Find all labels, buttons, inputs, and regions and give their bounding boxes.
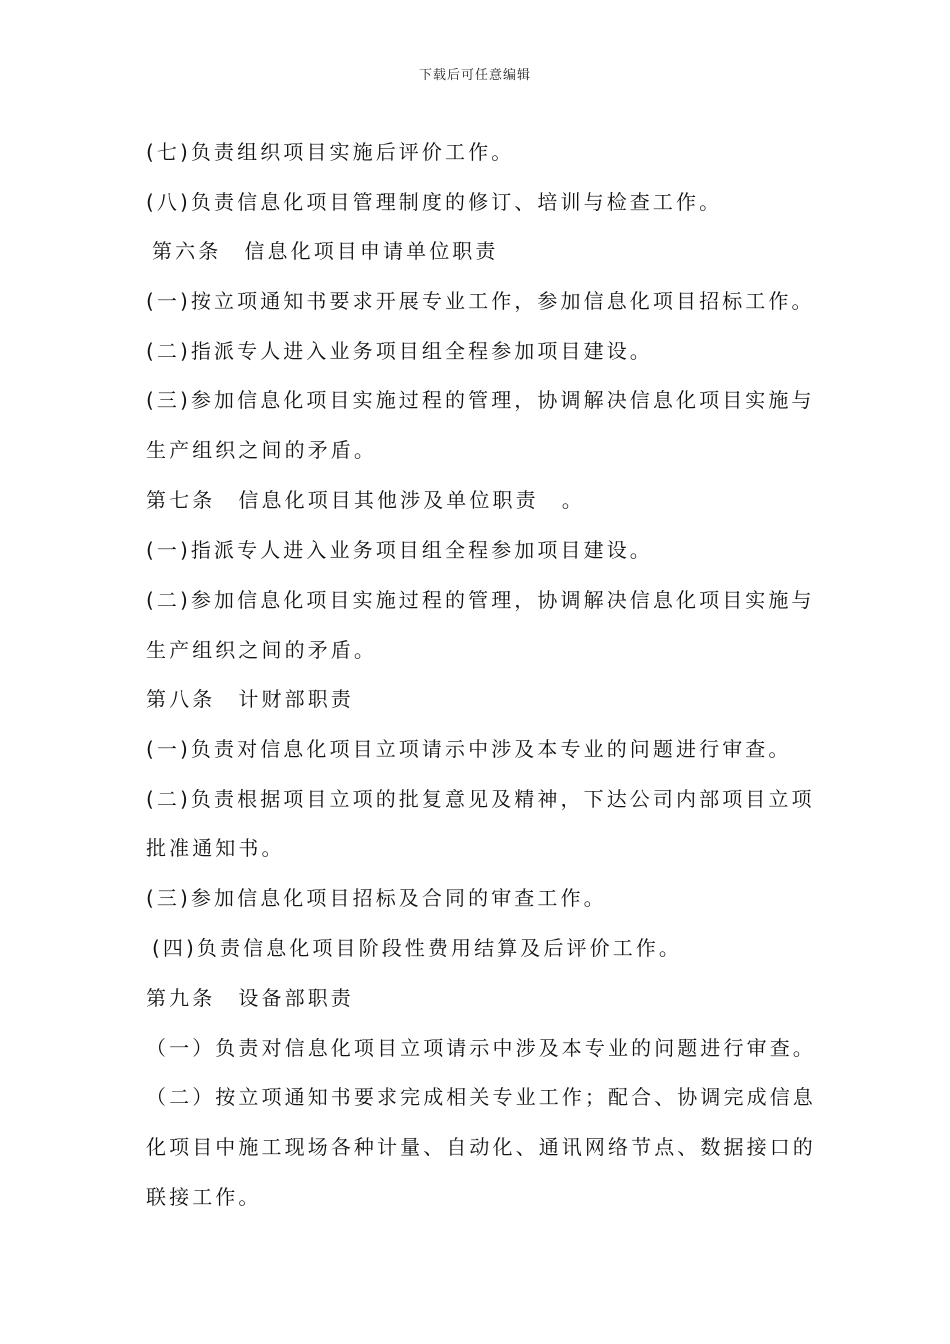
- text-line: 批准通知书。: [146, 836, 285, 860]
- text-line: (一)指派专人进入业务项目组全程参加项目建设。: [146, 538, 653, 562]
- text-line: (二)指派专人进入业务项目组全程参加项目建设。: [146, 339, 653, 363]
- text-line: （一）负责对信息化项目立项请示中涉及本专业的问题进行审查。: [146, 1036, 816, 1060]
- text-line: (二)负责根据项目立项的批复意见及精神，下达公司内部项目立项: [146, 787, 815, 811]
- text-line: （二）按立项通知书要求完成相关专业工作；配合、协调完成信息: [146, 1085, 816, 1109]
- section-heading: 第八条 计财部职责: [146, 687, 354, 711]
- text-line: (三)参加信息化项目招标及合同的审查工作。: [146, 886, 607, 910]
- section-heading: 第七条 信息化项目其他涉及单位职责 。: [146, 488, 585, 512]
- text-line: (一)负责对信息化项目立项请示中涉及本专业的问题进行审查。: [146, 737, 792, 761]
- text-line: (八)负责信息化项目管理制度的修订、培训与检查工作。: [146, 190, 723, 214]
- text-line: (四)负责信息化项目阶段性费用结算及后评价工作。: [152, 936, 683, 960]
- page-header: 下载后可任意编辑: [418, 68, 531, 83]
- text-line: 生产组织之间的矛盾。: [146, 438, 377, 462]
- text-line: (三)参加信息化项目实施过程的管理，协调解决信息化项目实施与: [146, 388, 815, 412]
- text-line: (一)按立项通知书要求开展专业工作，参加信息化项目招标工作。: [146, 289, 815, 313]
- section-heading: 第九条 设备部职责: [146, 986, 354, 1010]
- text-line: (七)负责组织项目实施后评价工作。: [146, 140, 515, 164]
- text-line: 生产组织之间的矛盾。: [146, 638, 377, 662]
- text-line: 化项目中施工现场各种计量、自动化、通讯网络节点、数据接口的: [146, 1135, 816, 1159]
- section-heading: 第六条 信息化项目申请单位职责: [152, 239, 499, 263]
- text-line: (二)参加信息化项目实施过程的管理，协调解决信息化项目实施与: [146, 588, 815, 612]
- text-line: 联接工作。: [146, 1185, 262, 1209]
